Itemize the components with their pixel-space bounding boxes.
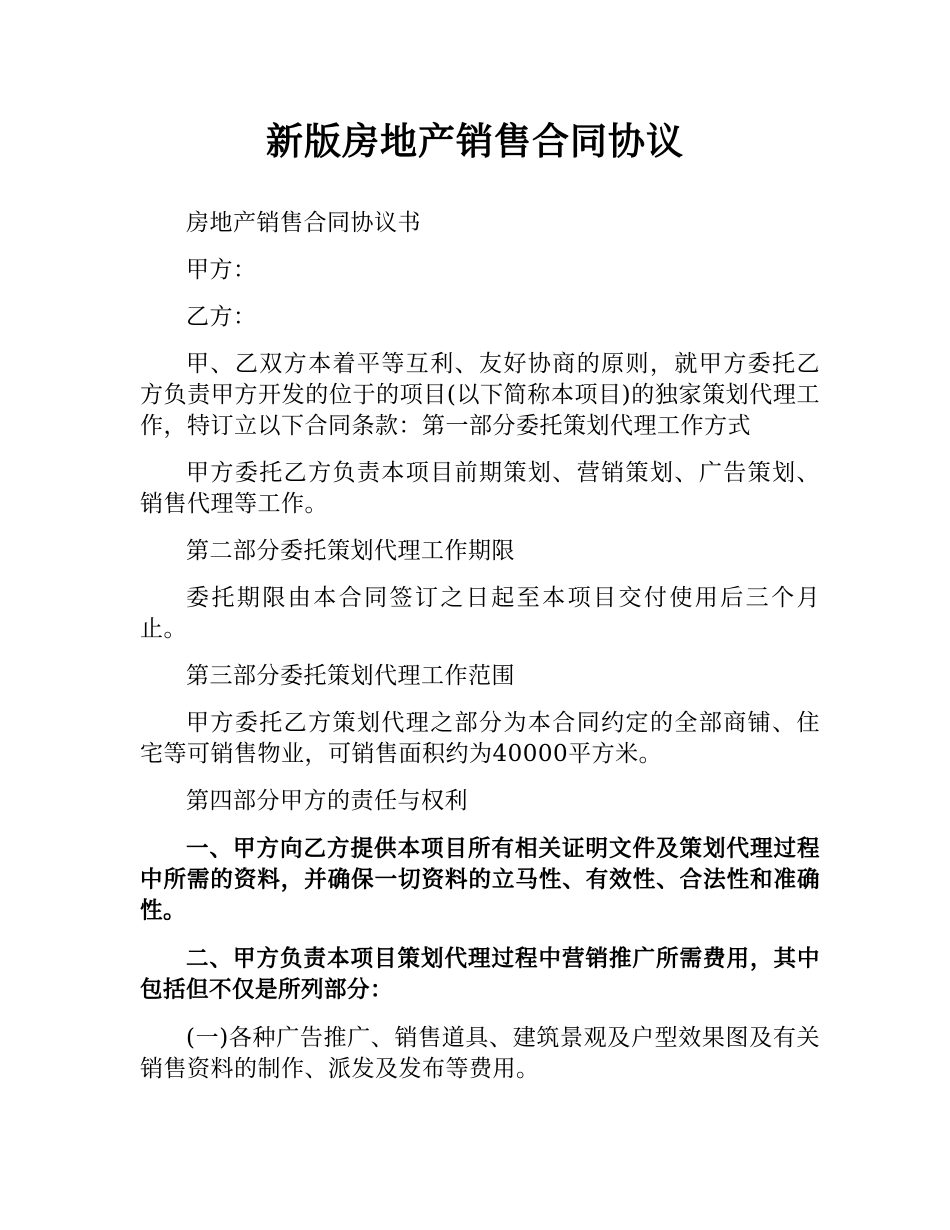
- clause-two: 二、甲方负责本项目策划代理过程中营销推广所需费用，其中包括但不仅是所列部分：: [140, 946, 820, 1003]
- sub-clause-one: (一)各种广告推广、销售道具、建筑景观及户型效果图及有关销售资料的制作、派发及发布等费用。: [140, 1025, 820, 1082]
- document-title: 新版房地产销售合同协议: [266, 120, 684, 163]
- section-heading-party-a-duties: 第四部分甲方的责任与权利: [186, 788, 468, 814]
- document-page: [140, 0, 820, 1085]
- paragraph-work-mode: 甲方委托乙方负责本项目前期策划、营销策划、广告策划、销售代理等工作。: [140, 460, 820, 517]
- section-heading-scope: 第三部分委托策划代理工作范围: [186, 663, 515, 689]
- paragraph-term: 委托期限由本合同签订之日起至本项目交付使用后三个月止。: [140, 585, 820, 642]
- paragraph-party-a: 甲方：: [186, 257, 257, 283]
- section-heading-term: 第二部分委托策划代理工作期限: [186, 538, 515, 564]
- paragraph-scope: 甲方委托乙方策划代理之部分为本合同约定的全部商铺、住宅等可销售物业，可销售面积约为40000平方米。: [140, 710, 820, 767]
- paragraph-preamble: 甲、乙双方本着平等互利、友好协商的原则，就甲方委托乙方负责甲方开发的位于的项目(以下简称本项目)的独家策划代理工作，特订立以下合同条款：第一部分委托策划代理工作方式: [140, 351, 820, 439]
- paragraph-party-b: 乙方：: [186, 304, 257, 330]
- clause-one: 一、甲方向乙方提供本项目所有相关证明文件及策划代理过程中所需的资料，并确保一切资料的立马性、有效性、合法性和准确性。: [140, 836, 820, 924]
- paragraph-agreement-heading: 房地产销售合同协议书: [186, 210, 421, 236]
